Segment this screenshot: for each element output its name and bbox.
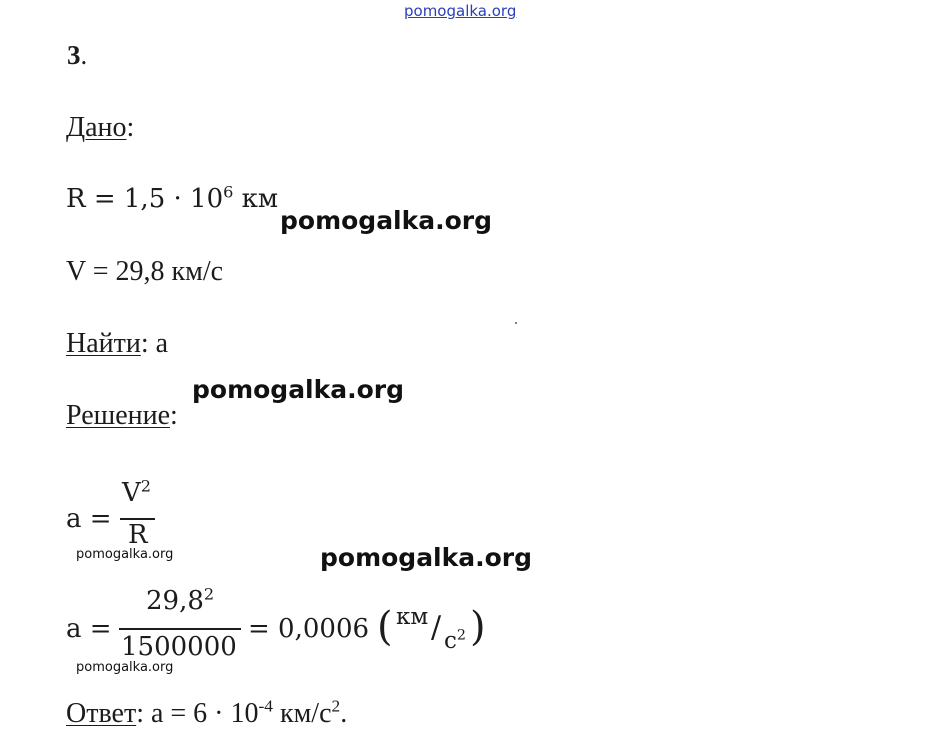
find-rest: : a [140, 328, 169, 359]
formula-2-num-exp: 2 [203, 584, 215, 604]
answer-line [66, 698, 347, 730]
answer-unit: км/с [272, 698, 332, 729]
given-velocity: V = 29,8 км/с [66, 256, 224, 287]
formula-1-denominator: R [128, 520, 148, 550]
answer-end: . [340, 698, 348, 729]
unit-den-base: с [444, 628, 457, 654]
unit-denominator [444, 628, 466, 654]
solution-colon: : [170, 400, 178, 431]
given-radius [66, 184, 278, 214]
given-colon: : [126, 112, 135, 143]
watermark-top: pomogalka.org [404, 2, 517, 20]
problem-number-dot: . [80, 40, 88, 70]
given-radius-exp: 6 [223, 182, 234, 202]
answer-unit-exp: 2 [331, 696, 341, 716]
unit-numerator: км [396, 604, 429, 630]
given-heading [66, 112, 134, 144]
find-label: Найти [66, 328, 141, 359]
formula-2-denominator: 1500000 [121, 632, 237, 662]
formula-2-result: = 0,0006 [248, 614, 370, 644]
solution-heading [66, 400, 178, 432]
formula-2-lhs: a = [66, 614, 112, 644]
answer-exp: -4 [258, 696, 273, 716]
unit-den-exp: 2 [456, 627, 466, 644]
problem-number-value: 3 [67, 40, 81, 70]
formula-2-fraction-bar [119, 628, 241, 630]
formula-2-numerator [146, 586, 214, 616]
given-label: Дано [66, 112, 127, 143]
solution-label: Решение [66, 400, 171, 431]
unit-slash: / [431, 610, 442, 645]
find-heading [66, 328, 168, 360]
watermark-large-2: pomogalka.org [192, 375, 405, 404]
unit-paren-open: ( [377, 604, 393, 650]
formula-1-num-exp: 2 [140, 476, 152, 496]
given-radius-unit: км [233, 184, 279, 214]
formula-1-lhs: a = [66, 504, 112, 534]
unit-paren-close: ) [470, 604, 486, 650]
watermark-small-1: pomogalka.org [76, 547, 174, 562]
watermark-large-3: pomogalka.org [320, 543, 533, 572]
answer-label: Ответ [66, 698, 137, 729]
stray-dot-mark [515, 322, 517, 324]
formula-2-num-base: 29,8 [146, 586, 204, 616]
answer-text: : a = 6 · 10 [136, 698, 259, 729]
problem-number [67, 40, 87, 71]
formula-1-numerator [122, 478, 151, 508]
given-radius-lhs: R = 1,5 · 10 [66, 184, 224, 214]
watermark-large-1: pomogalka.org [280, 206, 493, 235]
watermark-small-2: pomogalka.org [76, 660, 174, 675]
formula-1-num-base: V [122, 478, 141, 508]
